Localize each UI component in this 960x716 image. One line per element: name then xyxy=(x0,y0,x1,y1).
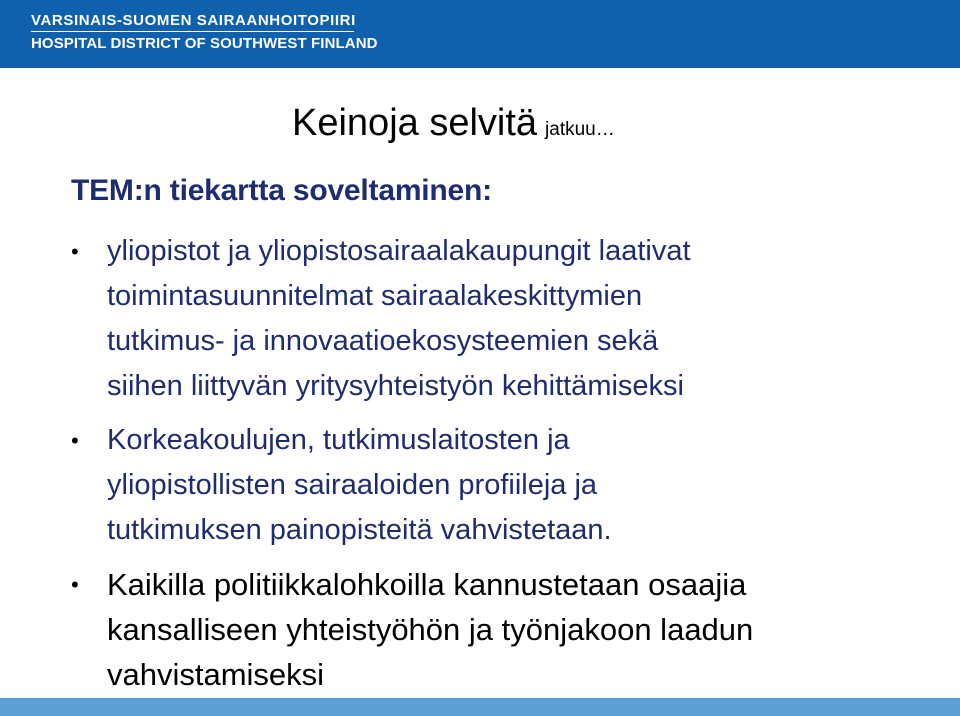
bullet-icon: • xyxy=(71,428,79,453)
bullet-line: yliopistollisten sairaaloiden profiileja ja xyxy=(107,469,598,501)
header-divider xyxy=(31,31,354,32)
bullet-line: tutkimuksen painopisteitä vahvistetaan. xyxy=(107,514,612,546)
slide-title xyxy=(292,100,615,153)
bullet-line: toimintasuunnitelmat sairaalakeskittymien xyxy=(107,280,643,312)
bullet-list xyxy=(71,229,951,706)
slide-title-text: Keinoja selvitä xyxy=(292,102,538,144)
organization-name-finnish: VARSINAIS-SUOMEN SAIRAANHOITOPIIRI xyxy=(31,12,356,29)
section-heading: TEM:n tiekartta soveltaminen: xyxy=(71,174,492,207)
bullet-item-1 xyxy=(71,229,951,409)
bullet-line: siihen liittyvän yritysyhteistyön kehittämiseksi xyxy=(107,370,684,402)
bullet-icon: • xyxy=(71,239,79,264)
bullet-item-2 xyxy=(71,418,951,553)
organization-name-english: HOSPITAL DISTRICT OF SOUTHWEST FINLAND xyxy=(31,35,378,52)
bullet-line: Kaikilla politiikkalohkoilla kannustetaan osaajia xyxy=(107,567,747,602)
bullet-line: tutkimus- ja innovaatioekosysteemien sekä xyxy=(107,325,659,357)
bullet-item-3 xyxy=(71,562,951,697)
bullet-line: yliopistot ja yliopistosairaalakaupungit laativat xyxy=(107,235,691,267)
slide-title-suffix: jatkuu… xyxy=(545,119,615,140)
bottom-band xyxy=(0,698,960,716)
bullet-line: kansalliseen yhteistyöhön ja työnjakoon laadun xyxy=(107,612,754,647)
bullet-line: vahvistamiseksi xyxy=(107,657,325,692)
header-band xyxy=(0,0,960,68)
bullet-icon: • xyxy=(71,572,79,597)
bullet-line: Korkeakoulujen, tutkimuslaitosten ja xyxy=(107,424,570,456)
